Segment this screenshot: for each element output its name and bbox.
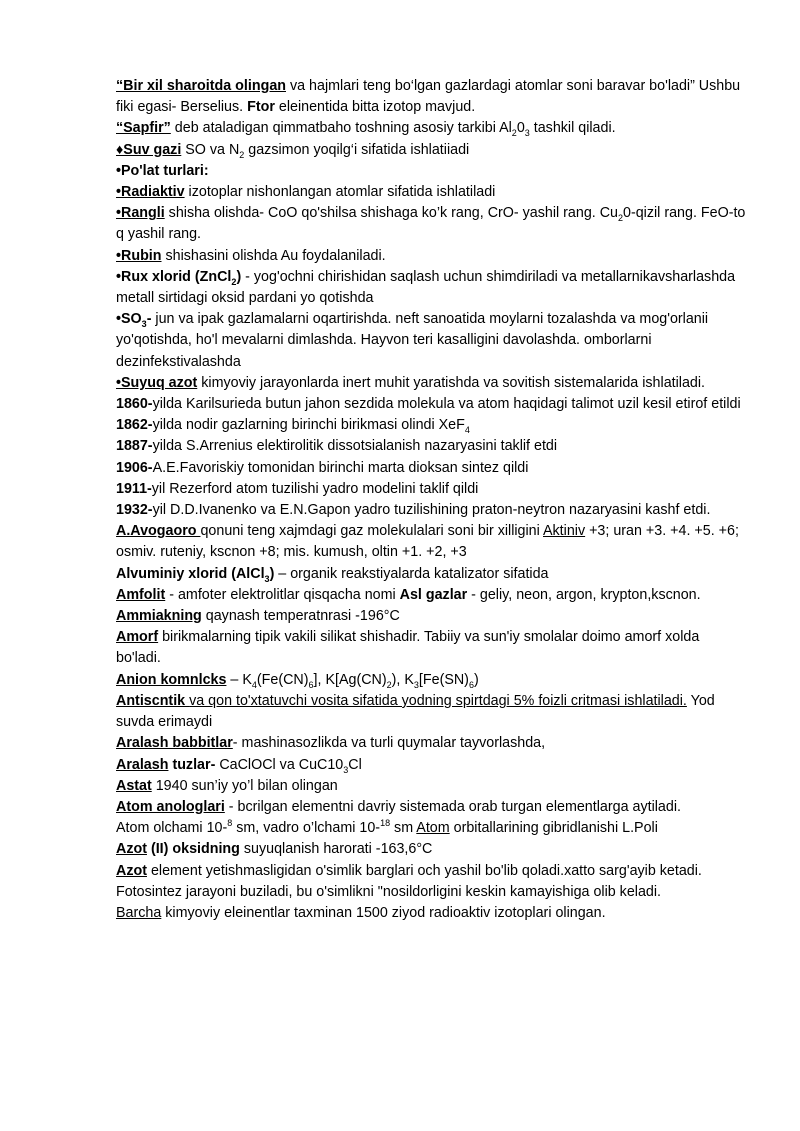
text: shisha olishda- CoO qo'shilsa shishaga ko’k rang, CrO- yashil rang. Cu [164,205,618,222]
term: Azot [116,862,147,879]
text: (Fe(CN) [256,671,309,688]
paragraph [116,670,746,691]
paragraph [116,797,746,818]
text: 0 [516,120,525,137]
year: 1911- [116,480,152,497]
text: element yetishmasligidan o'simlik barglari och yashil bo'lib qoladi.xatto sarg'ayib ketadi. Fotosintez jarayoni buziladi, bu o'simlikni "nosildorligini keskin kamayishiga olib keladi. [116,862,702,900]
term: Antiscntik [116,692,190,709]
text: Aktiniv [543,523,586,540]
term: Astat [116,777,152,794]
paragraph [116,903,746,924]
text: ) [473,671,479,688]
paragraph [116,564,746,585]
term: Ftor [247,99,275,116]
term: Azot [116,841,147,858]
text: ], K[Ag(CN) [313,671,387,688]
term: Amfolit [116,586,166,603]
term: •Suyuq azot [116,374,198,391]
text: +3; uran +3. +4. +5. +6; osmiv. ruteniy, kscnon +8; mis. kumush, oltin +1. +2, +3 [116,523,739,561]
subscript: 3 [264,573,270,584]
text: deb ataladigan qimmatbaho toshning asosiy tarkibi Al [170,120,512,137]
subscript: 2 [386,679,392,690]
subscript: 4 [464,425,470,436]
text: birikmalarning tipik vakili silikat shishadir. Tabiiy va sun'iy smolalar doimo amorf xolda bo'ladi. [116,629,700,667]
paragraph [116,246,746,267]
text: jun va ipak gazlamalarni oqartirishda. neft sanoatida moylarni tozalashda va mog'orlanii yo'qotishda, ho'l mevalarni dimlashda. Hayvon teri kasalligini davolashda. omborlarni dezinfekstivalashda [116,311,709,370]
term: •SO [116,311,142,328]
paragraph [116,415,746,436]
paragraph [116,458,746,479]
text: Yod suvda erimaydi [116,692,715,731]
term: Amorf [116,629,159,646]
subscript: 3 [141,319,147,330]
subscript: 2 [511,128,517,139]
superscript: 8 [227,818,233,829]
term: •Rangli [116,205,165,222]
term: •Po'lat turlari: [116,162,209,179]
paragraph [116,606,746,627]
subscript: 2 [618,213,624,224]
text: - yog'ochni chirishidan saqlash uchun shimdiriladi va metallarnikavsharlashda metall sirtidagi oksid pardani yo qotishda [116,268,736,307]
paragraph [116,436,746,457]
text: - geliy, neon, argon, krypton,kscnon. [467,586,701,603]
term: tuzlar- [172,756,216,773]
text: gazsimon yoqilg‘i sifatida ishlatiiadi [244,141,470,158]
paragraph [116,500,746,521]
year: 1932- [116,502,153,519]
text: - bcrilgan elementni davriy sistemada orab turgan elementlarga aytiladi. [224,798,681,815]
text: Cl [348,756,362,773]
text: eleinentida bitta izotop mavjud. [274,99,476,116]
term: “Sapfir” [116,120,171,137]
text: - amfoter elektrolitlar qisqacha nomi [165,586,400,603]
paragraph [116,309,746,373]
text: tashkil qiladi. [529,120,616,137]
paragraph [116,182,746,203]
text: SO va N [181,141,240,158]
term: Alvuminiy xlorid (AlCl [116,565,265,582]
term: (II) oksidning [146,841,240,858]
text: CaClOCl va CuC10 [215,756,344,773]
text: ), K [391,671,414,688]
year: 1860- [116,396,153,413]
text: 0-qizil rang. FeO-to q yashil rang. [116,205,746,243]
text: izotoplar nishonlangan atomlar sifatida ishlatiladi [184,184,496,201]
term: •Rux xlorid (ZnCl [116,268,232,285]
text: – organik reakstiyalarda katalizator sifatida [274,565,549,582]
term: ) [269,565,275,582]
text: yil D.D.Ivanenko va E.N.Gapon yadro tuzilishining praton-neytron nazaryasini kashf etdi. [152,502,711,519]
paragraph [116,839,746,860]
paragraph [116,267,746,309]
year: 1906- [116,459,153,476]
subscript: 3 [343,764,349,775]
text: – K [226,671,252,688]
year: 1887- [116,438,153,455]
term: Aralash babbitlar [116,735,233,752]
superscript: 18 [380,818,391,829]
paragraph [116,76,746,118]
text: sm, vadro o’lchami 10- [232,820,381,837]
term: •Rubin [116,247,162,264]
paragraph [116,161,746,182]
text: shishasini olishda Au foydalaniladi. [161,247,386,264]
subscript: 4 [251,679,257,690]
text: kimyoviy eleinentlar taxminan 1500 ziyod radioaktiv izotoplari olingan. [161,904,606,921]
term: Atom anologlari [116,798,225,815]
term: Aralash [116,756,169,773]
paragraph [116,140,746,161]
text: - mashinasozlikda va turli quymalar tayvorlashda, [232,735,546,752]
text: kimyoviy jarayonlarda inert muhit yaratishda va sovitish sistemalarida ishlatiladi. [197,374,706,391]
text: orbitallarining gibridlanishi L.Poli [449,820,658,837]
subscript: 3 [524,128,530,139]
text: 1940 sun’iy yo’l bilan olingan [151,777,338,794]
term: ♦Suv gazi [116,141,182,158]
subscript: 6 [468,679,474,690]
subscript: 6 [308,679,314,690]
paragraph [116,585,746,606]
term: - [146,311,152,328]
text: Atom [416,820,450,837]
text: A.E.Favoriskiy tomonidan birinchi marta dioksan sintez qildi [152,459,529,476]
paragraph [116,733,746,754]
paragraph [116,373,746,394]
term: Ammiakning [116,608,202,625]
paragraph [116,861,746,903]
text: yil Rezerford atom tuzilishi yadro modelini taklif qildi [151,480,479,497]
document-body [116,76,746,924]
paragraph [116,479,746,500]
paragraph [116,776,746,797]
term: Anion komnlcks [116,671,227,688]
text: suyuqlanish harorati -163,6°C [239,841,433,858]
text: yilda Karilsurieda butun jahon sezdida molekula va atom haqidagi talimot uzil kesil etirof etildi [152,396,741,413]
term: Asl gazlar [399,586,468,603]
term: Barcha [116,904,162,921]
text: yilda S.Arrenius elektirolitik dissotsialanish nazaryasini taklif etdi [152,438,558,455]
term: “Bir xil sharoitda olingan [116,78,286,94]
text: [Fe(SN) [418,671,469,688]
text: sm [390,820,417,837]
subscript: 3 [413,679,419,690]
term: •Radiaktiv [116,184,185,201]
paragraph [116,755,746,776]
paragraph [116,203,746,245]
term: ) [236,268,242,285]
paragraph [116,521,746,563]
text: qonuni teng xajmdagi gaz molekulalari soni bir xilligini [200,523,543,540]
term: A.Avogaoro [116,523,201,540]
text: va qon to'xtatuvchi vosita sifatida yodning spirtdagi 5% foizli critmasi ishlatiladi. [189,692,687,709]
text: qaynash temperatnrasi -196°C [201,608,400,625]
paragraph [116,627,746,669]
year: 1862- [116,417,153,434]
paragraph [116,394,746,415]
text: yilda nodir gazlarning birinchi birikmasi olindi XeF [152,417,465,434]
text: Atom olchami 10- [116,820,228,837]
text: va hajmlari teng bo‘lgan gazlardagi atomlar soni baravar bo'ladi” Ushbu fiki egasi- Berselius. [116,78,741,116]
subscript: 2 [231,276,237,287]
paragraph [116,118,746,139]
paragraph [116,691,746,733]
subscript: 2 [239,149,245,160]
paragraph [116,818,746,839]
